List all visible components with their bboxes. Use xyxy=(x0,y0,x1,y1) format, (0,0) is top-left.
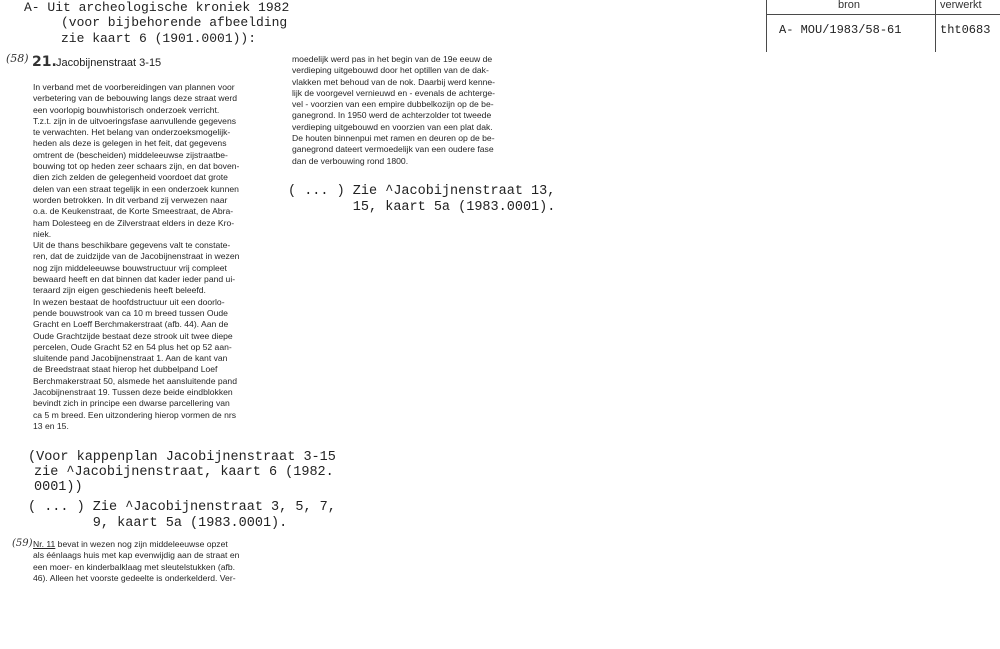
left-line: sluitende pand Jacobijnenstraat 1. Aan de kant van xyxy=(33,353,228,364)
typed-ref-kappenplan-line-2: zie ^Jacobijnenstraat, kaart 6 (1982. xyxy=(34,465,334,480)
left-line: Oude Grachtzijde bestaat deze strook uit twee diepe xyxy=(33,330,233,341)
table-header-bron: bron xyxy=(838,0,861,11)
left-line: delen van een straat tegelijk in een onderzoek kunnen xyxy=(33,183,239,194)
table-left-border xyxy=(766,0,767,52)
right-line: vlakken met behoud van de nok. Daarbij werd kenne- xyxy=(292,76,496,87)
left-line: In wezen bestaat de hoofdstructuur uit een doorlo- xyxy=(33,296,225,307)
right-line: moedelijk werd pas in het begin van de 19e eeuw de xyxy=(292,54,493,64)
nr11-line: als éénlaags huis met kap evenwijdig aan de straat en xyxy=(33,550,240,561)
nr11-line: 46). Alleen het voorste gedeelte is onderkelderd. Ver- xyxy=(33,572,236,583)
left-line: omtrent de (bescheiden) middeleeuwse zijstraatbe- xyxy=(33,149,228,160)
left-line: Jacobijnenstraat 19. Tussen deze beide eindblokken xyxy=(33,387,233,398)
left-line: pende bouwstrook van ca 10 m breed tussen Oude xyxy=(33,307,228,318)
left-line: teraard zijn eigen geschiedenis heeft beleefd. xyxy=(33,285,206,296)
right-column-body xyxy=(292,54,495,167)
table-header-verwerkt: verwerkt xyxy=(940,0,982,11)
section-number: 21. xyxy=(32,54,57,70)
left-line: percelen, Oude Gracht 52 en 54 plus het op 52 aan- xyxy=(33,341,232,352)
header-title-line-2: (voor bijbehorende afbeelding xyxy=(61,15,288,30)
nr11-line-rest: bevat in wezen nog zijn middeleeuwse opzet xyxy=(55,539,228,549)
left-line: nog zijn middeleeuwse bouwstructuur vrij compleet xyxy=(33,262,227,273)
margin-note-59: (59) xyxy=(12,538,33,549)
table-column-divider xyxy=(935,0,936,52)
right-line: ganegrond. In 1950 werd de achterzolder tot tweede xyxy=(292,110,492,121)
header-title-line-3: zie kaart 6 (1901.0001)): xyxy=(61,31,257,46)
left-line: T.z.t. zijn in de uitvoeringsfase aanvullende gegevens xyxy=(33,115,237,126)
left-line: bewaard heeft en dat binnen dat kader ieder pand ui- xyxy=(33,274,236,285)
right-line: vel - voorzien van een empire dubbelkozijn op de be- xyxy=(292,99,494,110)
nr11-first-line xyxy=(33,539,239,550)
typed-ref-kappenplan-line-3: 0001)) xyxy=(34,480,83,495)
left-line: ca 5 m breed. Een uitzondering hierop vormen de nrs xyxy=(33,409,237,420)
nr11-label: Nr. 11 xyxy=(33,539,56,549)
left-line: bevindt zich in principe een dwarse parcellering van xyxy=(33,398,230,409)
typed-ref-jacobijnen-3-9-line-1: ( ... ) Zie ^Jacobijnenstraat 3, 5, 7, xyxy=(28,500,336,515)
left-line: Uit de thans beschikbare gegevens valt te constate- xyxy=(33,240,231,251)
left-line: ren, dat de zuidzijde van de Jacobijnenstraat in wezen xyxy=(33,251,240,262)
typed-ref-kappenplan-line-1: (Voor kappenplan Jacobijnenstraat 3-15 xyxy=(28,450,336,465)
left-line: bouwing tot op heden zeer schaars zijn, en dat boven- xyxy=(33,161,240,172)
right-line: ganegrond dateert vermoedelijk van een oudere fase xyxy=(292,144,494,155)
left-line: niek. xyxy=(33,228,52,239)
table-header-rule xyxy=(766,14,1000,15)
left-line: worden betrokken. In dit verband zij verwezen naar xyxy=(33,194,228,205)
left-line: verbetering van de bebouwing langs deze straat werd xyxy=(33,93,237,104)
left-column-body xyxy=(33,82,239,432)
right-line: verdieping uitgebouwd en voorzien van een plat dak. xyxy=(292,121,493,132)
left-line: ham Dolesteeg en de Zilverstraat elders in deze Kro- xyxy=(33,217,235,228)
left-line: o.a. de Keukenstraat, de Korte Smeestraat, de Abra- xyxy=(33,206,234,217)
left-line: de Breedstraat staat hierop het dubbelpand Loef xyxy=(33,364,218,375)
left-line: 13 en 15. xyxy=(33,420,69,431)
section-title: Jacobijnenstraat 3-15 xyxy=(56,57,162,69)
right-line: verdieping uitgebouwd door het optillen van de dak- xyxy=(292,65,489,76)
header-title-line-1: A- Uit archeologische kroniek 1982 xyxy=(24,0,290,15)
typed-ref-jacobijnen-3-9-line-2: 9, kaart 5a (1983.0001). xyxy=(28,516,288,531)
typed-ref-jacobijnen-13-15-line-2: 15, kaart 5a (1983.0001). xyxy=(288,200,556,215)
right-line: lijk de voorgevel vernieuwd en - evenals de achterge- xyxy=(292,87,496,98)
table-cell-bron: A- MOU/1983/58-61 xyxy=(779,23,902,37)
left-line: een voorlopig bouwhistorisch onderzoek verricht. xyxy=(33,104,220,115)
nr11-paragraph xyxy=(33,539,239,584)
left-line: Gracht en Loeff Berchmakerstraat (afb. 44). Aan de xyxy=(33,319,229,330)
margin-note-58: (58) xyxy=(6,52,29,65)
table-cell-verwerkt: tht0683 xyxy=(940,23,991,37)
right-line: De houten binnenpui met ramen en deuren op de be- xyxy=(292,133,495,144)
left-line: heden als deze is gelegen in het feit, dat gegevens xyxy=(33,138,227,149)
left-line: In verband met de voorbereidingen van plannen voor xyxy=(33,82,235,92)
typed-ref-jacobijnen-13-15-line-1: ( ... ) Zie ^Jacobijnenstraat 13, xyxy=(288,184,556,199)
left-line: Berchmakerstraat 50, alsmede het aansluitende pand xyxy=(33,375,237,386)
left-line: dien zich zelden de gelegenheid voordoet dat grote xyxy=(33,172,228,183)
nr11-line: een moer- en kinderbalklaag met sleutelstukken (afb. xyxy=(33,561,236,572)
right-line: dan de verbouwing rond 1800. xyxy=(292,155,409,166)
left-line: te verwachten. Het belang van onderzoeksmogelijk- xyxy=(33,127,231,138)
